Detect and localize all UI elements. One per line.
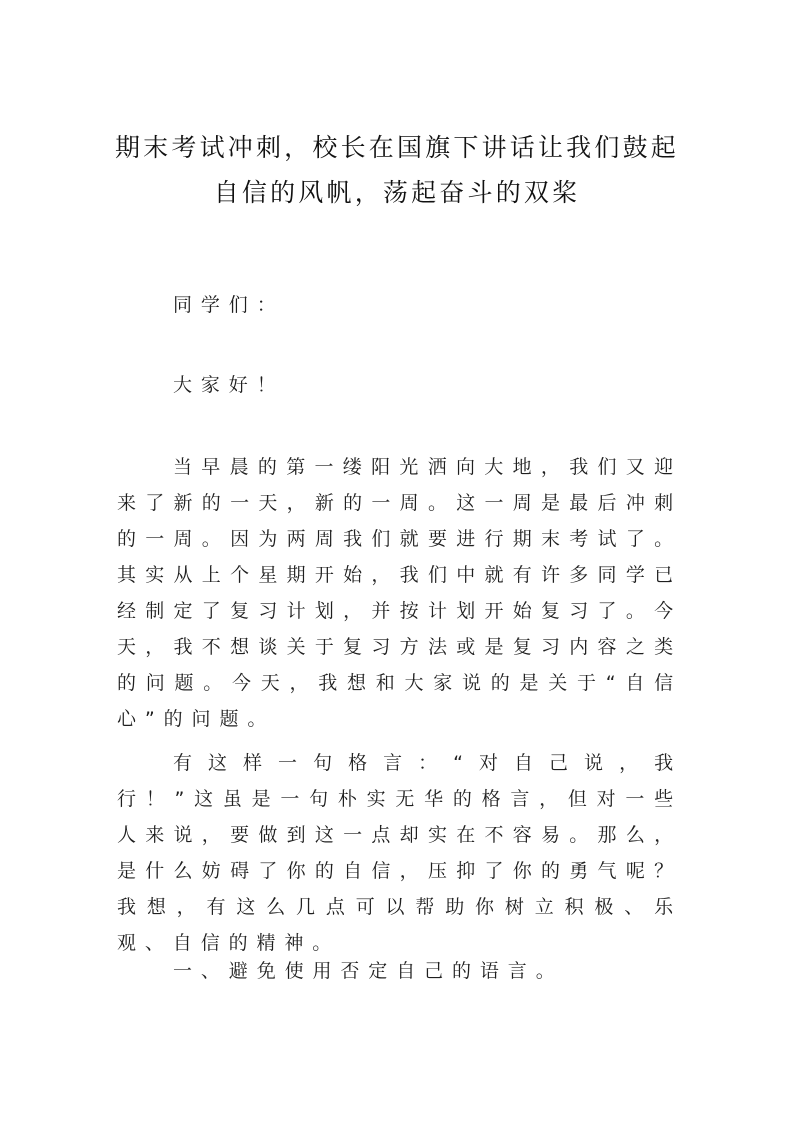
document-title: 期末考试冲刺，校长在国旗下讲话让我们鼓起自信的风帆，荡起奋斗的双桨 xyxy=(114,133,679,207)
greeting: 大家好！ xyxy=(173,374,285,396)
salutation: 同学们： xyxy=(173,294,285,316)
section-heading-1: 一、避免使用否定自己的语言。 xyxy=(173,960,564,982)
paragraph-intro: 当早晨的第一缕阳光洒向大地，我们又迎来了新的一天，新的一周。这一周是最后冲刺的一周。因为两周我们就要进行期末考试了。其实从上个星期开始，我们中就有许多同学已经制定了复习计划，并按计划开始复习了。今天，我不想谈关于复习方法或是复习内容之类的问题。今天，我想和大家说的是关于“自信心”的问题。 xyxy=(117,456,682,730)
paragraph-motto: 有这样一句格言：“对自己说，我行！”这虽是一句朴实无华的格言，但对一些人来说，要做到这一点却实在不容易。那么，是什么妨碍了你的自信，压抑了你的勇气呢？我想，有这么几点可以帮助你树立积极、乐观、自信的精神。 xyxy=(117,752,682,954)
